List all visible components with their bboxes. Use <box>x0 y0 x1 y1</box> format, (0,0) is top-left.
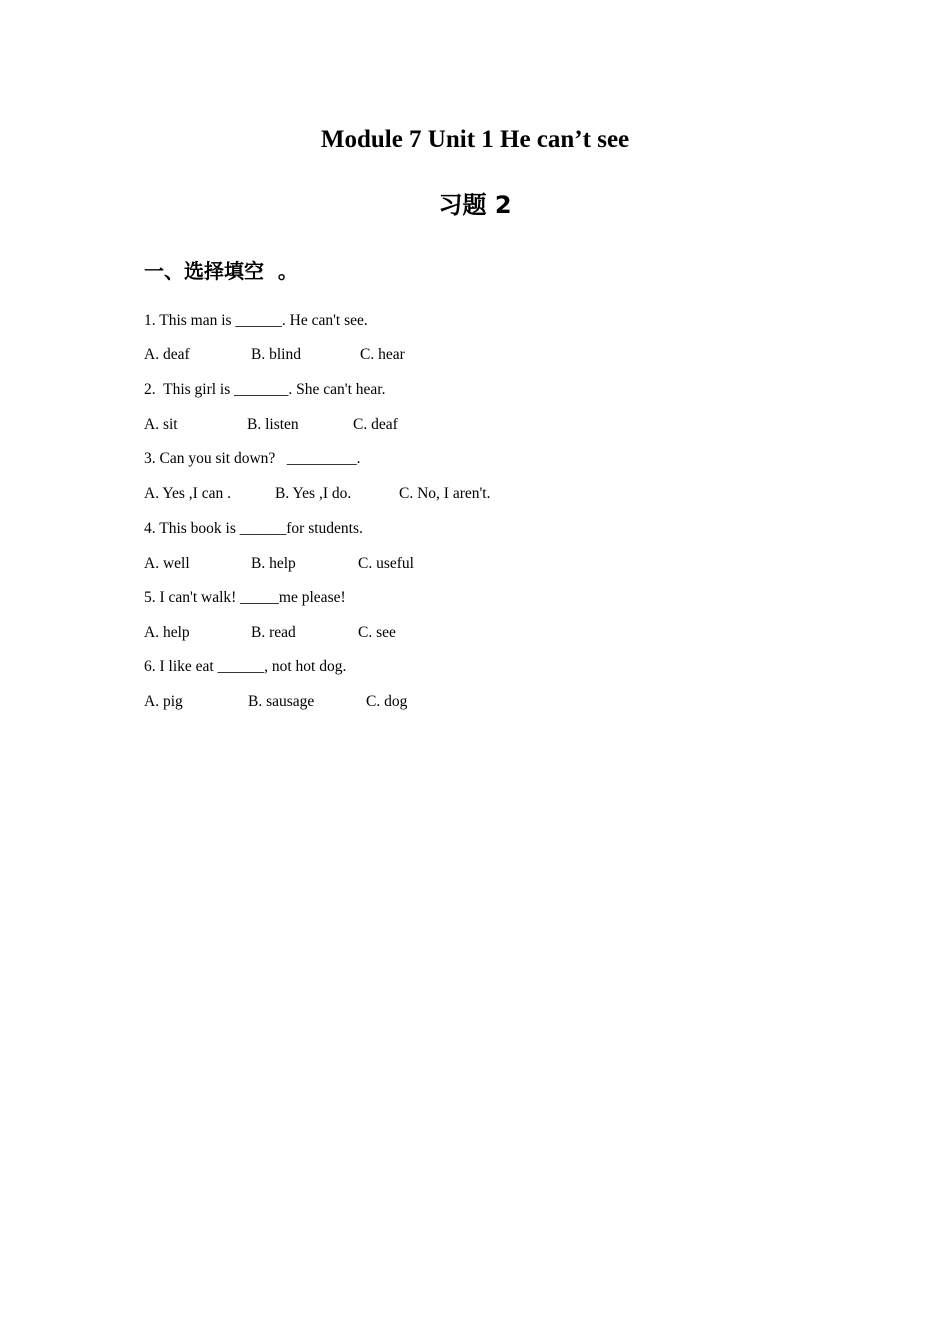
question-1: 1. This man is ______. He can't see. <box>144 312 368 329</box>
question-4-option-b: B. help <box>251 555 296 572</box>
question-6: 6. I like eat ______, not hot dog. <box>144 658 347 675</box>
question-3-option-c: C. No, I aren't. <box>399 485 491 502</box>
question-6-option-b: B. sausage <box>248 693 315 710</box>
question-2-option-c: C. deaf <box>353 416 398 433</box>
question-1-option-a: A. deaf <box>144 346 190 363</box>
question-6-option-a: A. pig <box>144 693 183 710</box>
question-5-option-c: C. see <box>358 624 396 641</box>
question-5: 5. I can't walk! _____me please! <box>144 589 346 606</box>
question-3-option-b: B. Yes ,I do. <box>275 485 352 502</box>
page-subtitle: 习题 2 <box>438 191 512 219</box>
page-title: Module 7 Unit 1 He can’t see <box>320 126 630 153</box>
question-2-option-b: B. listen <box>247 416 299 433</box>
question-4-option-a: A. well <box>144 555 190 572</box>
question-3-option-a: A. Yes ,I can . <box>144 485 231 502</box>
question-4-option-c: C. useful <box>358 555 414 572</box>
question-3: 3. Can you sit down? _________. <box>144 450 361 467</box>
question-6-option-c: C. dog <box>366 693 408 710</box>
question-5-option-a: A. help <box>144 624 190 641</box>
question-1-option-c: C. hear <box>360 346 405 363</box>
question-1-option-b: B. blind <box>251 346 301 363</box>
question-2-option-a: A. sit <box>144 416 178 433</box>
question-2: 2. This girl is _______. She can't hear. <box>144 381 386 398</box>
section-heading: 一、选择填空 。 <box>144 259 298 283</box>
question-4: 4. This book is ______for students. <box>144 520 363 537</box>
question-5-option-b: B. read <box>251 624 296 641</box>
